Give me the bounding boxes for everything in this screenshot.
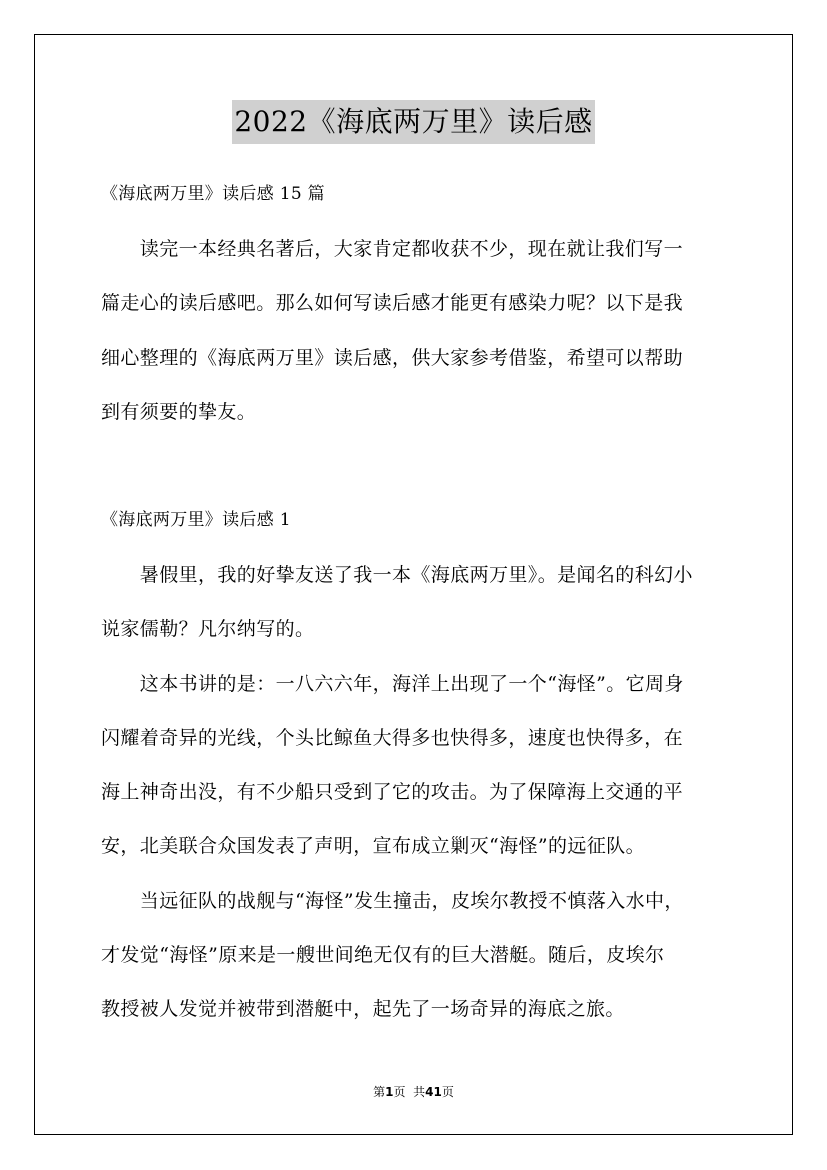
body-line-4: 闪耀着奇异的光线，个头比鲸鱼大得多也快得多，速度也快得多，在 (101, 727, 684, 749)
total-prefix: 共 (413, 1085, 426, 1099)
body-line-5: 海上神奇出没，有不少船只受到了它的攻击。为了保障海上交通的平 (101, 781, 684, 803)
body-line-3: 这本书讲的是：一八六六年，海洋上出现了一个“海怪”。它周身 (101, 673, 684, 695)
subtitle-line: 《海底两万里》读后感 15 篇 (101, 184, 325, 204)
body-line-9: 教授被人发觉并被带到潜艇中，起先了一场奇异的海底之旅。 (101, 998, 625, 1020)
page-prefix: 第 (373, 1085, 386, 1099)
intro-line-3: 细心整理的《海底两万里》读后感，供大家参考借鉴，希望可以帮助 (101, 347, 684, 369)
body-line-1: 暑假里，我的好挚友送了我一本《海底两万里》。是闻名的科幻小 (101, 564, 693, 586)
page-footer (0, 1083, 827, 1100)
total-unit: 页 (441, 1085, 454, 1099)
intro-line-4: 到有须要的挚友。 (101, 401, 257, 423)
body-line-2: 说家儒勒？凡尔纳写的。 (101, 618, 315, 640)
section-heading: 《海底两万里》读后感 1 (101, 510, 291, 530)
page-unit: 页 (393, 1085, 406, 1099)
body-line-6: 安，北美联合众国发表了声明，宣布成立剿灭“海怪”的远征队。 (101, 835, 646, 857)
body-line-8: 才发觉“海怪”原来是一艘世间绝无仅有的巨大潜艇。随后，皮埃尔 (101, 944, 665, 966)
body-line-7: 当远征队的战舰与“海怪”发生撞击，皮埃尔教授不慎落入水中， (101, 890, 684, 912)
total-pages: 41 (425, 1085, 442, 1099)
document-title: 2022《海底两万里》读后感 (232, 100, 594, 144)
title-container (0, 100, 827, 144)
page-number: 1 (385, 1085, 394, 1099)
intro-line-1: 读完一本经典名著后，大家肯定都收获不少，现在就让我们写一 (101, 238, 684, 260)
intro-line-2: 篇走心的读后感吧。那么如何写读后感才能更有感染力呢？以下是我 (101, 292, 684, 314)
